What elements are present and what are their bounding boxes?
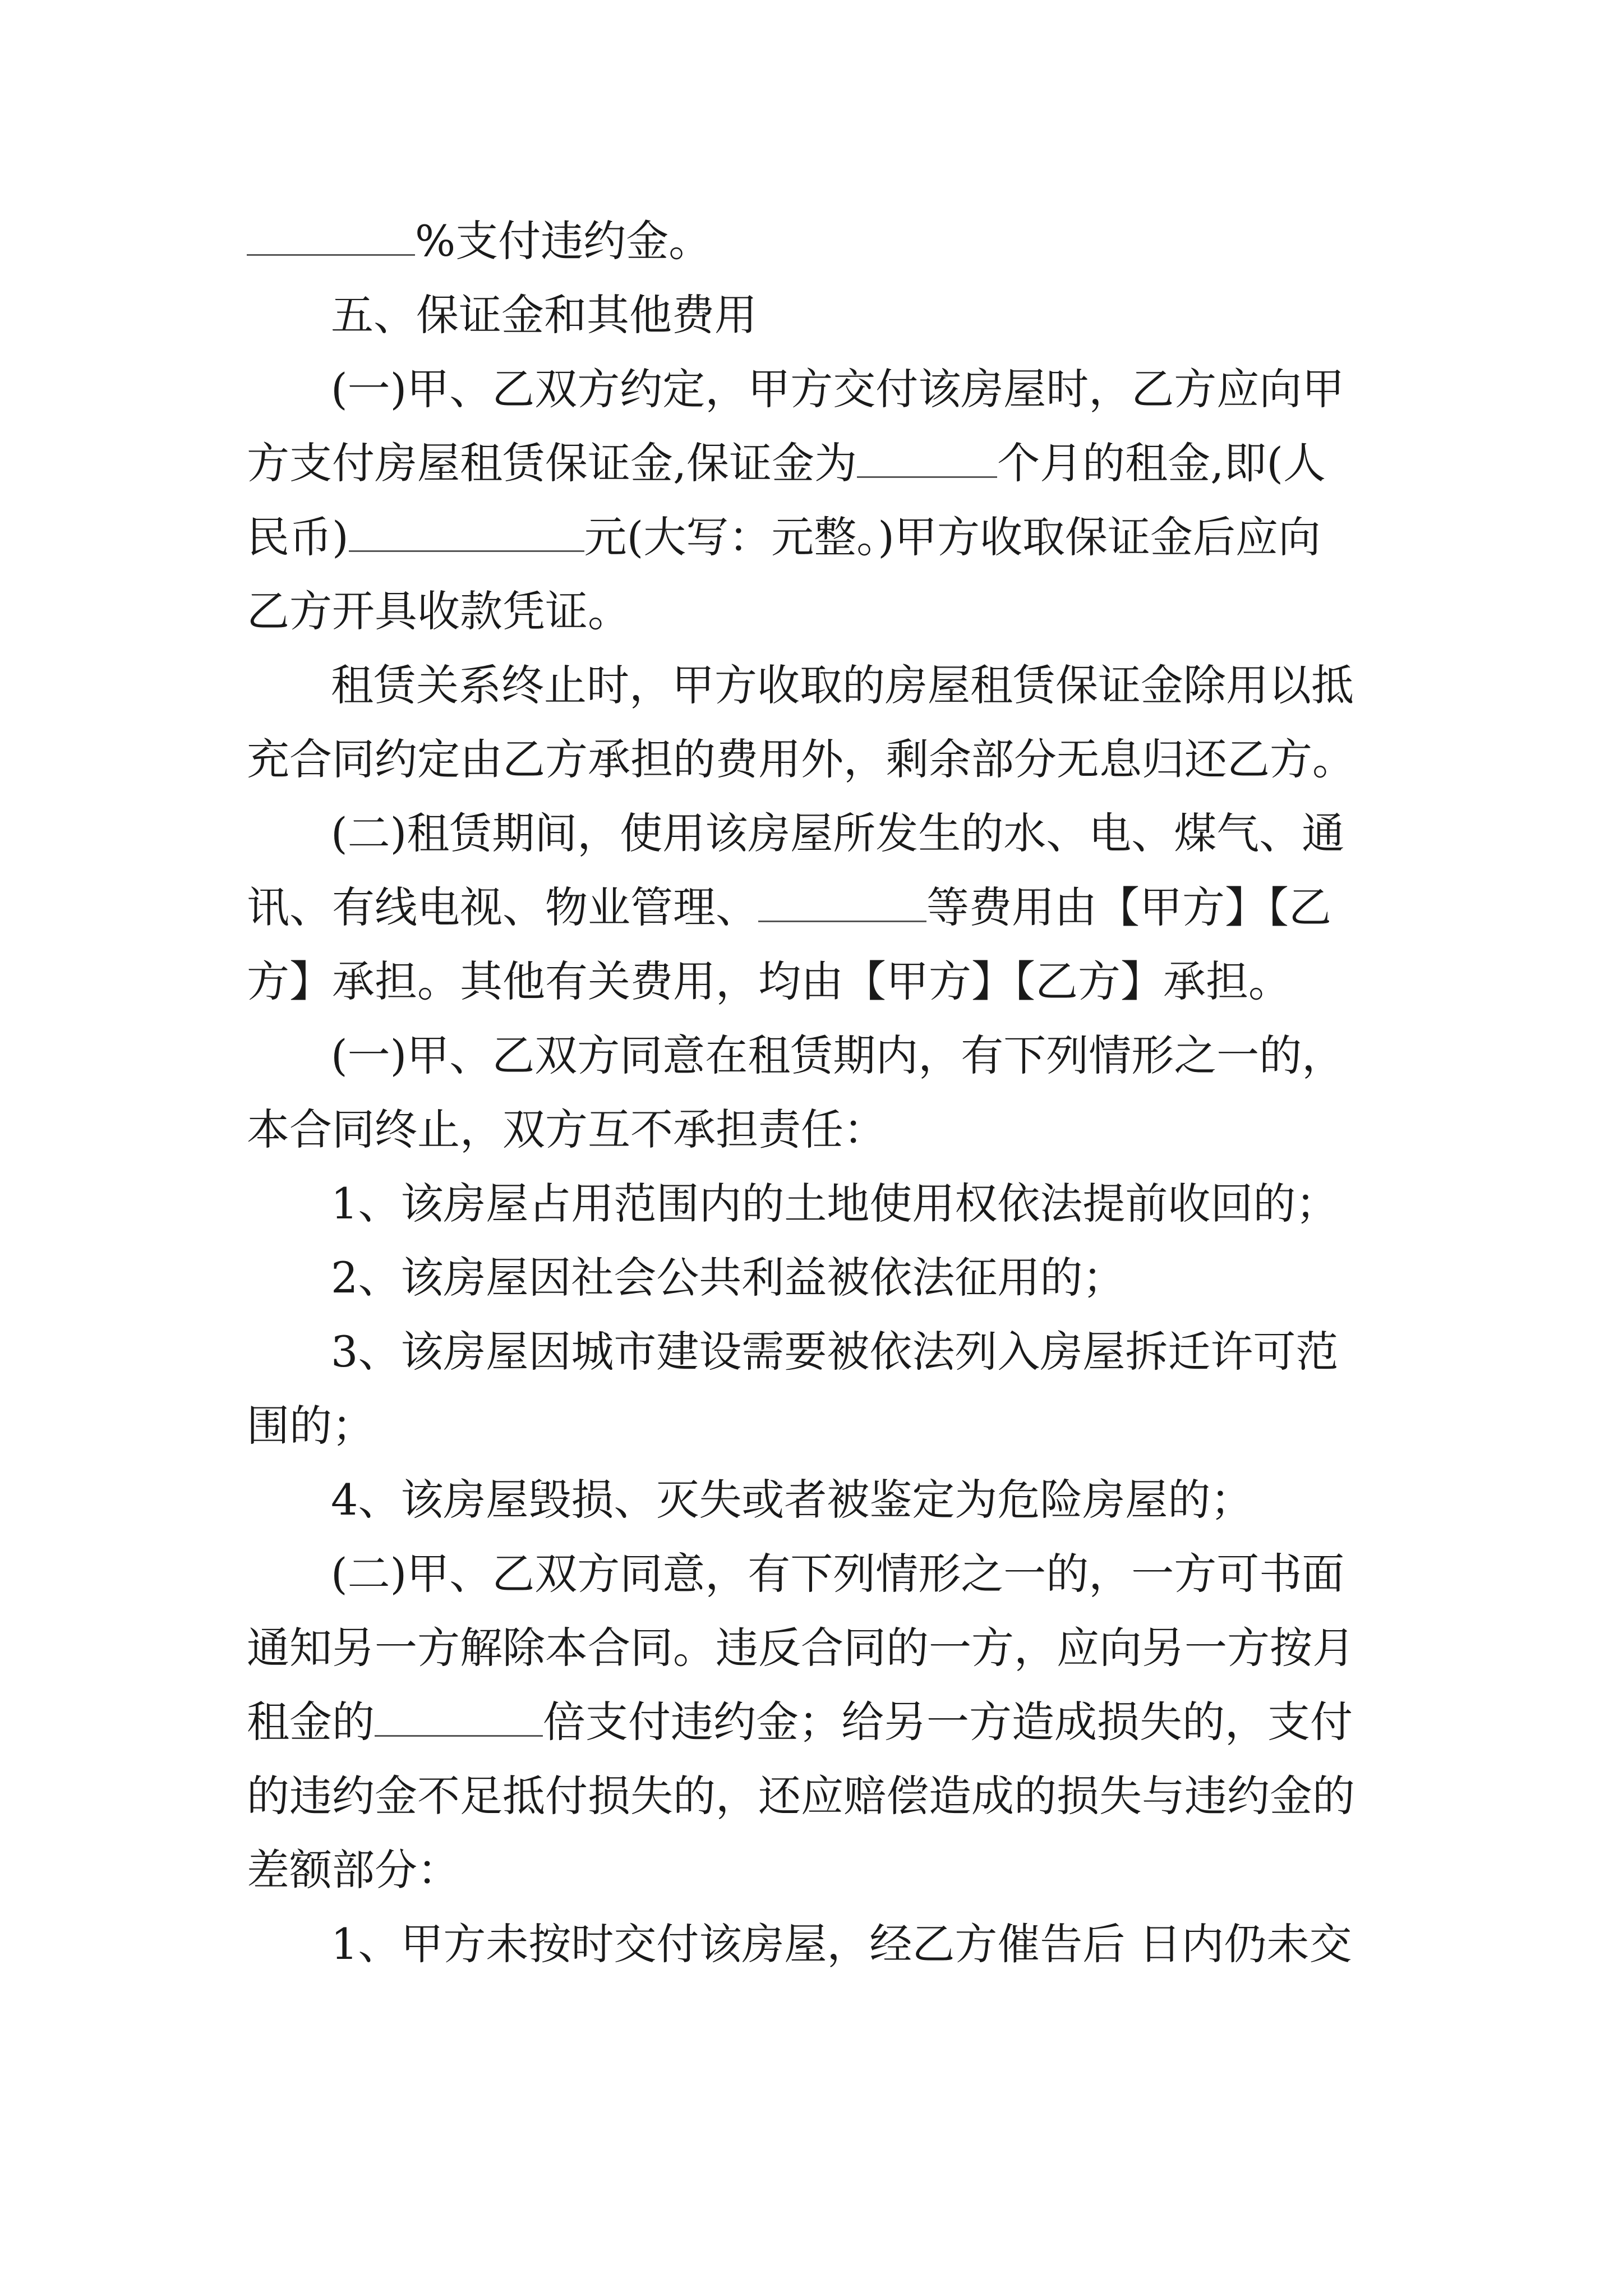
fill-in-blank[interactable] — [375, 1701, 543, 1737]
fill-in-blank[interactable] — [247, 220, 415, 256]
paragraph-line: 方】承担。其他有关费用，均由【甲方】【乙方】承担。 — [247, 956, 1291, 1006]
paragraph-line: 差额部分： — [247, 1845, 460, 1895]
paragraph-line: (一)甲、乙双方同意在租赁期内，有下列情形之一的， — [331, 1030, 1345, 1080]
paragraph-line: 乙方开具收款凭证。 — [247, 586, 630, 636]
paragraph-line: 围的； — [247, 1401, 375, 1451]
list-item: 1、甲方未按时交付该房屋，经乙方催告后 日内仍未交 — [331, 1919, 1352, 1969]
list-item: 2、该房屋因社会公共利益被依法征用的； — [331, 1253, 1126, 1303]
paragraph-line: (一)甲、乙双方约定，甲方交付该房屋时，乙方应向甲 — [331, 364, 1345, 414]
paragraph-line: 充合同约定由乙方承担的费用外，剩余部分无息归还乙方。 — [247, 734, 1355, 784]
paragraph-line: 本合同终止，双方互不承担责任： — [247, 1105, 886, 1154]
paragraph-line: %支付违约金。 — [247, 213, 711, 269]
fill-in-blank[interactable] — [857, 443, 997, 478]
fill-in-blank[interactable] — [758, 887, 926, 922]
list-item: 4、该房屋毁损、灭失或者被鉴定为危险房屋的； — [331, 1475, 1253, 1525]
fill-in-blank[interactable] — [349, 517, 584, 552]
paragraph-line: 民币) 元(大写：元整。)甲方收取保证金后应向 — [247, 512, 1321, 562]
section-heading: 五、保证金和其他费用 — [331, 290, 757, 340]
paragraph-line: 租赁关系终止时，甲方收取的房屋租赁保证金除用以抵 — [331, 660, 1354, 710]
paragraph-line: 通知另一方解除本合同。违反合同的一方，应向另一方按月 — [247, 1623, 1355, 1673]
paragraph-line: 方支付房屋租赁保证金,保证金为 个月的租金,即(人 — [247, 438, 1326, 488]
paragraph-line: (二)甲、乙双方同意，有下列情形之一的，一方可书面 — [331, 1549, 1345, 1599]
paragraph-line: 讯、有线电视、物业管理、 等费用由【甲方】【乙 — [247, 882, 1331, 932]
paragraph-line: 租金的 倍支付违约金；给另一方造成损失的，支付 — [247, 1697, 1353, 1747]
list-item: 1、该房屋占用范围内的土地使用权依法提前收回的； — [331, 1179, 1339, 1228]
list-item: 3、该房屋因城市建设需要被依法列入房屋拆迁许可范 — [331, 1327, 1339, 1377]
paragraph-line: (二)租赁期间，使用该房屋所发生的水、电、煤气、通 — [331, 808, 1345, 858]
paragraph-line: 的违约金不足抵付损失的，还应赔偿造成的损失与违约金的 — [247, 1771, 1355, 1821]
